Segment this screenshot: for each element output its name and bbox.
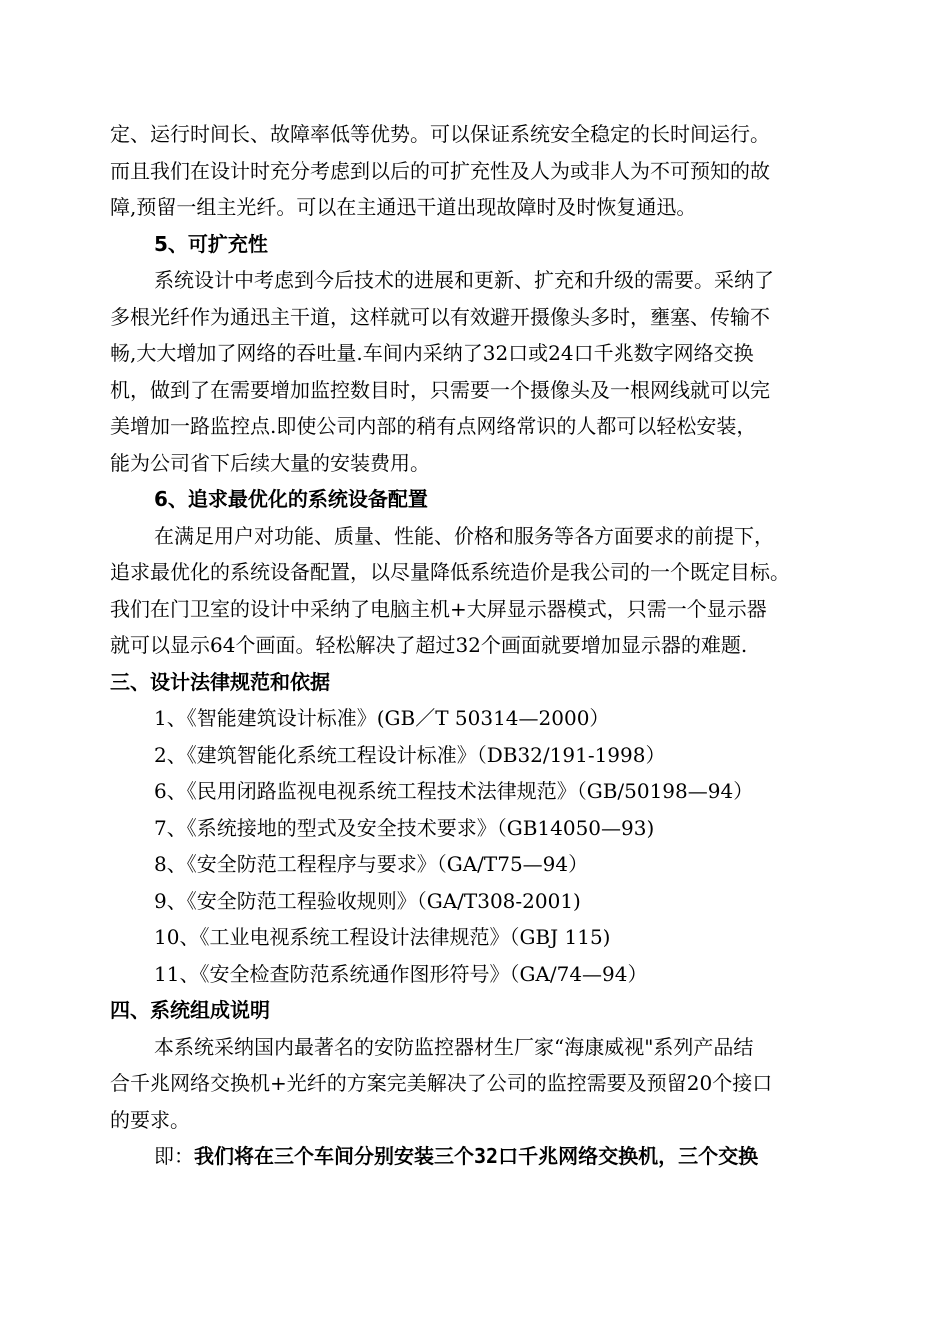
text-line: 障,预留一组主光纤。可以在主通迅干道出现故障时及时恢复通迅。 — [110, 195, 697, 219]
text-line: 美增加一路监控点.即使公司内部的稍有点网络常识的人都可以轻松安装， — [110, 414, 757, 438]
text-line: 合千兆网络交换机+光纤的方案完美解决了公司的监控需要及预留20个接口 — [110, 1071, 773, 1095]
bold-text: 我们将在三个车间分别安装三个32口千兆网络交换机，三个交换 — [194, 1144, 759, 1168]
text-line: 能为公司省下后续大量的安装费用。 — [110, 450, 430, 475]
section-heading: 5、可扩充性 — [154, 231, 268, 256]
text-line: 定、运行时间长、故障率低等优势。可以保证系统安全稳定的长时间运行。 — [110, 122, 770, 146]
standard-item: 10、《工业电视系统工程设计法律规范》（GBJ 115) — [154, 925, 611, 949]
section-heading: 三、设计法律规范和依据 — [110, 669, 330, 694]
standard-item: 7、《系统接地的型式及安全技术要求》（GB14050—93) — [154, 815, 655, 840]
standard-item: 8、《安全防范工程程序与要求》（GA/T75—94） — [154, 852, 589, 876]
text-line: 在满足用户对功能、质量、性能、价格和服务等各方面要求的前提下， — [154, 523, 774, 548]
text-line: 我们在门卫室的设计中采纳了电脑主机+大屏显示器模式，只需一个显示器 — [110, 596, 767, 621]
standard-item: 1、《智能建筑设计标准》(GB／T 50314—2000） — [154, 706, 610, 730]
text-line: 系统设计中考虑到今后技术的进展和更新、扩充和升级的需要。采纳了 — [154, 268, 774, 292]
section-scalability — [110, 226, 850, 482]
text-line: 本系统采纳国内最著名的安防监控器材生厂家“海康威视"系列产品结 — [154, 1034, 754, 1059]
standard-item: 6、《民用闭路监视电视系统工程技术法律规范》（GB/50198—94） — [154, 779, 754, 803]
text-line: 的要求。 — [110, 1107, 190, 1132]
standard-item: 9、《安全防范工程验收规则》（GA/T308-2001) — [154, 888, 581, 913]
lead-text: 即： — [154, 1144, 194, 1168]
section-standards — [110, 664, 850, 993]
text-line: 多根光纤作为通迅主干道，这样就可以有效避开摄像头多时，壅塞、传输不 — [110, 304, 770, 329]
standard-item: 2、《建筑智能化系统工程设计标准》（DB32/191-1998） — [154, 742, 666, 767]
section-optimization — [110, 481, 850, 664]
text-line: 追求最优化的系统设备配置，以尽量降低系统造价是我公司的一个既定目标。 — [110, 560, 790, 584]
standard-item: 11、《安全检查防范系统通作图形符号》（GA/74—94） — [154, 961, 648, 986]
document-page — [110, 116, 850, 1175]
emphasis-line — [110, 1138, 850, 1175]
section-heading: 四、系统组成说明 — [110, 998, 270, 1022]
text-line: 机，做到了在需要增加监控数目时，只需要一个摄像头及一根网线就可以完 — [110, 377, 770, 402]
text-line: 就可以显示64个画面。轻松解决了超过32个画面就要增加显示器的难题. — [110, 633, 748, 657]
text-line: 而且我们在设计时充分考虑到以后的可扩充性及人为或非人为不可预知的故 — [110, 158, 770, 183]
intro-paragraph — [110, 116, 850, 226]
text-line: 畅,大大增加了网络的吞吐量.车间内采纳了32口或24口千兆数字网络交换 — [110, 341, 754, 365]
section-system-composition — [110, 992, 850, 1175]
section-heading: 6、追求最优化的系统设备配置 — [154, 487, 428, 511]
